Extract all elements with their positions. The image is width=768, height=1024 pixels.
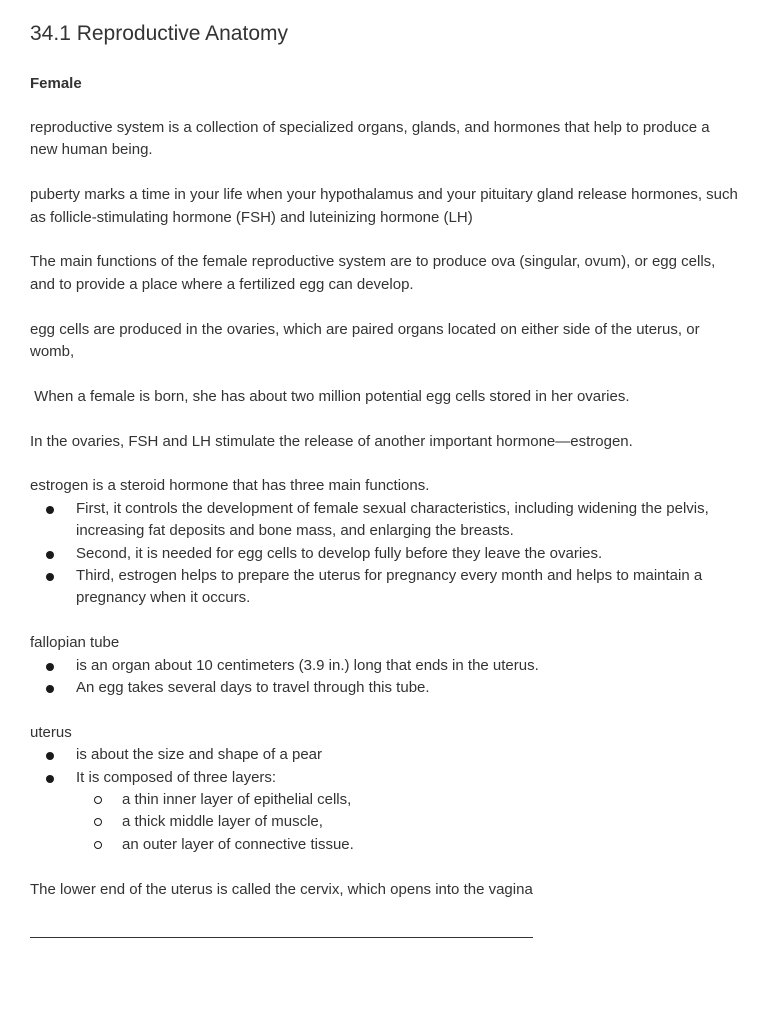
list-item: Third, estrogen helps to prepare the uterus for pregnancy every month and helps to maintain a pregnancy when it occurs.: [30, 565, 738, 610]
paragraph-born: When a female is born, she has about two million potential egg cells stored in her ovaries.: [30, 387, 630, 405]
uterus-list: [30, 744, 738, 856]
estrogen-list: [30, 498, 738, 610]
paragraph-egg-cells: egg cells are produced in the ovaries, which are paired organs located on either side of the uterus, or womb,: [30, 320, 700, 361]
paragraph-main-functions: The main functions of the female reproductive system are to produce ova (singular, ovum), or egg cells, and to provide a place where a fertilized egg can develop.: [30, 253, 716, 293]
sub-list-item: an outer layer of connective tissue.: [76, 834, 738, 856]
horizontal-divider: [30, 937, 533, 938]
list-item: An egg takes several days to travel through this tube.: [30, 677, 738, 699]
list-item: Second, it is needed for egg cells to develop fully before they leave the ovaries.: [30, 543, 738, 565]
page-title: 34.1 Reproductive Anatomy: [30, 22, 288, 45]
paragraph-reproductive-system: reproductive system is a collection of specialized organs, glands, and hormones that help to produce a new human being.: [30, 119, 710, 159]
paragraph-cervix: The lower end of the uterus is called the cervix, which opens into the vagina: [30, 880, 533, 898]
list-item: is an organ about 10 centimeters (3.9 in.) long that ends in the uterus.: [30, 655, 738, 677]
paragraph-puberty: puberty marks a time in your life when your hypothalamus and your pituitary gland release hormones, such as follicle-stimulating hormone (FSH) and luteinizing hormone (LH): [30, 186, 738, 226]
fallopian-lead: fallopian tube: [30, 634, 120, 652]
estrogen-lead: estrogen is a steroid hormone that has three main functions.: [30, 477, 430, 495]
paragraph-ovaries-hormones: In the ovaries, FSH and LH stimulate the release of another important hormone—estrogen.: [30, 432, 633, 450]
uterus-layers-list: [76, 789, 738, 856]
list-item: is about the size and shape of a pear: [30, 744, 738, 766]
list-item: [30, 767, 738, 857]
list-item-text: It is composed of three layers:: [76, 768, 277, 786]
uterus-layers-wrap: [30, 789, 738, 856]
sub-list-item: a thick middle layer of muscle,: [76, 811, 738, 833]
fallopian-list: [30, 655, 738, 700]
sub-list-item: a thin inner layer of epithelial cells,: [76, 789, 738, 811]
section-heading-female: Female: [30, 75, 82, 92]
list-item: First, it controls the development of female sexual characteristics, including widening the pelvis, increasing fat deposits and bone mass, and enlarging the breasts.: [30, 498, 738, 543]
uterus-lead: uterus: [30, 723, 72, 741]
